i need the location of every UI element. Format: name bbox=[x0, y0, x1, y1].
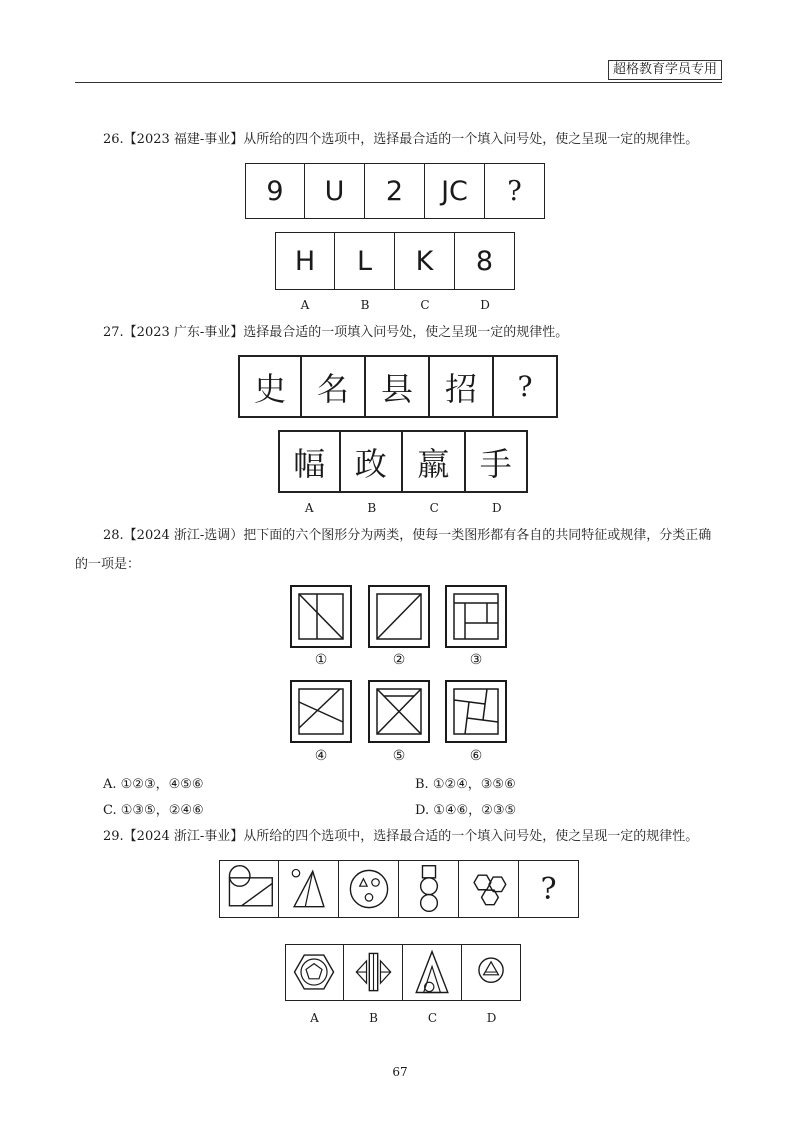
q29-question-mark: ? bbox=[519, 860, 579, 918]
q29-title: 29.【2024 浙江-事业】从所给的四个选项中，选择最合适的一个填入问号处，使之呈现一定的规律性。 bbox=[103, 829, 699, 844]
q27-sequence-cell: 招 bbox=[430, 355, 494, 418]
pentagon bbox=[306, 964, 322, 979]
option-label: B bbox=[367, 501, 377, 515]
option-label: D bbox=[486, 1011, 497, 1025]
circle bbox=[229, 866, 249, 886]
figure-label: ④ bbox=[314, 748, 328, 764]
figure-label: ② bbox=[392, 652, 406, 668]
q29-figure-1 bbox=[221, 862, 277, 916]
q27-sequence-cell: 名 bbox=[302, 355, 366, 418]
q28-figure-5 bbox=[368, 680, 430, 743]
q29-sequence-cell-4 bbox=[399, 860, 459, 918]
diagonal-line bbox=[299, 689, 340, 728]
hexagon bbox=[474, 875, 491, 890]
q27-sequence-cell: 县 bbox=[366, 355, 430, 418]
q27-option-cell: 手 bbox=[466, 430, 529, 493]
small-triangle bbox=[359, 879, 366, 886]
small-circle bbox=[365, 894, 372, 901]
option-label: D bbox=[491, 501, 502, 515]
q27-title: 27.【2023 广东-事业】选择最合适的一项填入问号处，使之呈现一定的规律性。 bbox=[103, 325, 569, 340]
q29-sequence-cell-3 bbox=[339, 860, 399, 918]
diagonal-line bbox=[299, 594, 343, 639]
option-label: A bbox=[310, 1011, 319, 1025]
q26-sequence bbox=[245, 163, 545, 219]
q29-option-c-figure bbox=[405, 946, 460, 999]
q26-option-cell: 8 bbox=[455, 232, 515, 290]
q27-option-cell: 羸 bbox=[403, 430, 466, 493]
q26-options bbox=[275, 232, 515, 290]
q28-figure-1 bbox=[290, 585, 352, 648]
diagonal-line bbox=[242, 883, 273, 905]
q29-sequence-cell-2 bbox=[279, 860, 339, 918]
triangle bbox=[483, 962, 498, 975]
option-label: D bbox=[480, 298, 490, 312]
q28-choice-c: C. ①③⑤，②④⑥ bbox=[103, 803, 204, 818]
q28-figure-labels-row1 bbox=[445, 652, 507, 668]
q29-sequence-cell-1 bbox=[219, 860, 279, 918]
q29-figure-5 bbox=[461, 862, 517, 916]
outer-triangle bbox=[416, 952, 448, 993]
inner-square bbox=[454, 594, 498, 639]
q27-sequence bbox=[238, 355, 558, 418]
q29-sequence-cell-5 bbox=[459, 860, 519, 918]
q28-figure-2 bbox=[368, 585, 430, 648]
q29-option-cell-a bbox=[285, 944, 344, 1001]
outer-square bbox=[446, 586, 506, 647]
q29-figure-3 bbox=[341, 862, 397, 916]
small-circle bbox=[292, 869, 299, 876]
figure-label: ③ bbox=[469, 652, 483, 668]
q26-option-labels bbox=[275, 298, 515, 312]
header-rule bbox=[75, 82, 722, 83]
header-badge: 超格教育学员专用 bbox=[608, 60, 722, 80]
q29-option-cell-d bbox=[462, 944, 521, 1001]
figure-label: ① bbox=[314, 652, 328, 668]
slanted-line bbox=[299, 702, 343, 722]
q27-options bbox=[278, 430, 528, 493]
page-number: 67 bbox=[392, 1065, 408, 1079]
hexagon bbox=[295, 955, 334, 989]
q28-choice-a: A. ①②③，④⑤⑥ bbox=[103, 777, 204, 792]
q26-question-mark: ? bbox=[485, 163, 545, 219]
option-label: C bbox=[420, 298, 430, 312]
q27-sequence-cell: 史 bbox=[238, 355, 302, 418]
figure-label: ⑥ bbox=[469, 748, 483, 764]
q29-option-cell-b bbox=[344, 944, 403, 1001]
q27-option-cell: 幅 bbox=[278, 430, 341, 493]
q29-option-a-figure bbox=[287, 946, 342, 999]
q26-sequence-cell: U bbox=[305, 163, 365, 219]
q26-option-cell: H bbox=[275, 232, 335, 290]
big-circle bbox=[350, 870, 387, 907]
option-label: B bbox=[369, 1011, 378, 1025]
q26-sequence-cell: 2 bbox=[365, 163, 425, 219]
q26-title: 26.【2023 福建-事业】从所给的四个选项中，选择最合适的一个填入问号处，使之呈现一定的规律性。 bbox=[103, 132, 699, 147]
q28-title-line2: 的一项是： bbox=[75, 557, 141, 572]
q27-option-cell: 政 bbox=[341, 430, 404, 493]
square bbox=[422, 866, 435, 878]
circle bbox=[420, 878, 437, 895]
small-circle bbox=[371, 879, 378, 886]
option-label: C bbox=[429, 501, 439, 515]
q27-question-mark: ? bbox=[494, 355, 558, 418]
q29-figure-4 bbox=[401, 862, 457, 916]
q28-figure-4 bbox=[290, 680, 352, 743]
q28-figure-6 bbox=[445, 680, 507, 743]
q28-figure-labels-row1 bbox=[368, 652, 430, 668]
inner-triangle bbox=[423, 966, 440, 992]
q28-choice-d: D. ①④⑥，②③⑤ bbox=[415, 803, 517, 818]
q29-figure-2 bbox=[281, 862, 337, 916]
figure-label: ⑤ bbox=[392, 748, 406, 764]
q26-option-cell: K bbox=[395, 232, 455, 290]
q28-figure-labels-row1 bbox=[290, 652, 352, 668]
diagonal-line bbox=[377, 594, 421, 639]
option-label: A bbox=[304, 501, 314, 515]
inner-line bbox=[305, 871, 312, 906]
q28-title-line1: 28.【2024 浙江-选调）把下面的六个图形分为两类，使每一类图形都有各自的共同特征或规律，分类正确 bbox=[103, 528, 712, 543]
hexagon bbox=[481, 890, 498, 905]
circle bbox=[420, 895, 437, 912]
option-label: C bbox=[427, 1011, 438, 1025]
q29-option-d-figure bbox=[464, 946, 519, 999]
q26-sequence-cell: 9 bbox=[245, 163, 305, 219]
q29-option-b-figure bbox=[346, 946, 401, 999]
q28-choice-b: B. ①②④，③⑤⑥ bbox=[415, 777, 516, 792]
q29-options bbox=[285, 944, 521, 1001]
q29-option-labels bbox=[285, 1011, 521, 1025]
q27-option-labels bbox=[278, 501, 528, 515]
q29-option-cell-c bbox=[403, 944, 462, 1001]
outer-square bbox=[446, 681, 506, 742]
q26-option-cell: L bbox=[335, 232, 395, 290]
inner-square bbox=[454, 689, 498, 734]
option-label: A bbox=[300, 298, 310, 312]
q28-figure-labels-row2 bbox=[368, 748, 430, 764]
q29-sequence bbox=[219, 860, 579, 918]
q28-figure-labels-row2 bbox=[445, 748, 507, 764]
q26-sequence-cell: JC bbox=[425, 163, 485, 219]
option-label: B bbox=[360, 298, 370, 312]
q28-figure-3 bbox=[445, 585, 507, 648]
rectangle bbox=[229, 878, 272, 906]
q28-figure-labels-row2 bbox=[290, 748, 352, 764]
